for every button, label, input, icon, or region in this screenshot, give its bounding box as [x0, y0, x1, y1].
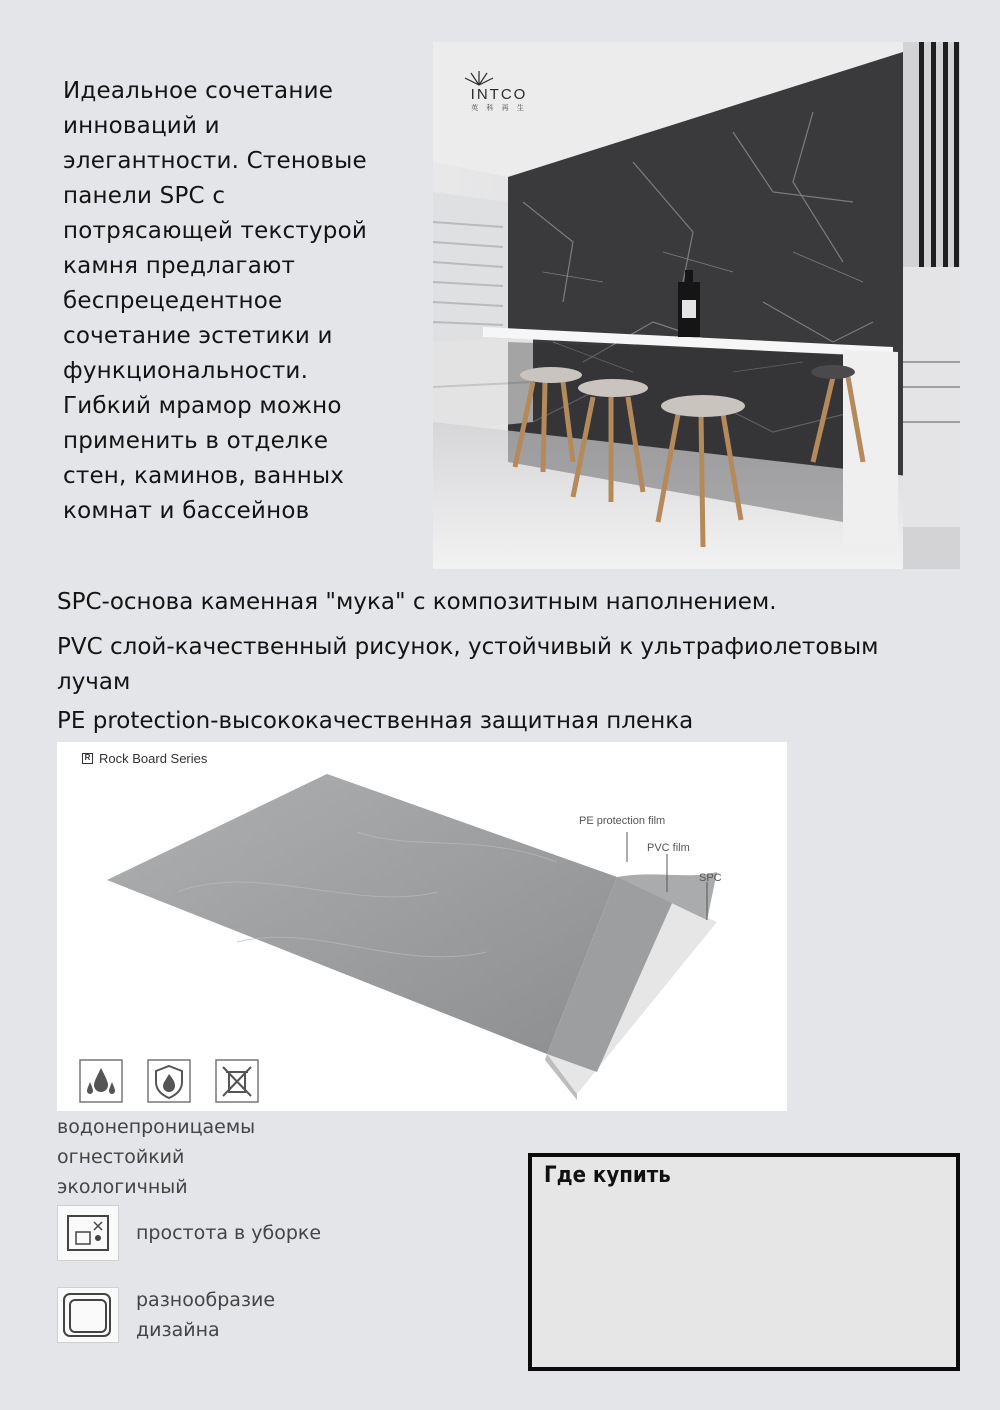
pe-film-label: PE protection film [579, 815, 666, 827]
series-name: Rock Board Series [99, 751, 208, 766]
product-layers-diagram [57, 742, 787, 1111]
spc-layer-description: SPC-основа каменная "мука" с композитным наполнением. [57, 589, 777, 615]
intco-logo [459, 68, 539, 113]
feature-waterproof: водонепроницаемы [57, 1116, 256, 1138]
design-glyph [58, 1288, 118, 1342]
where-to-buy-box [528, 1153, 960, 1371]
eco-icon [216, 1060, 258, 1102]
design-variety-icon [57, 1287, 119, 1343]
cleaning-icon [57, 1205, 119, 1261]
pvc-layer-description: PVC слой-качественный рисунок, устойчивый к ультрафиолетовым лучам [57, 634, 879, 695]
feature-easy-clean [57, 1205, 336, 1261]
design-variety-label: разнообразие дизайна [136, 1289, 276, 1341]
spc-label: SPC [699, 872, 722, 884]
feature-eco: экологичный [57, 1176, 188, 1198]
feature-fireproof: огнестойкий [57, 1146, 185, 1168]
sunburst-icon [459, 68, 499, 86]
where-to-buy-title: Где купить [544, 1163, 671, 1188]
kitchen-illustration [433, 42, 960, 569]
rock-board-illustration [57, 742, 787, 1111]
feature-list [57, 1112, 255, 1202]
cleaning-glyph [58, 1206, 118, 1260]
series-icon: R [82, 753, 93, 764]
intro-text: Идеальное сочетание инноваций и элегантности. Стеновые панели SPC с потрясающей текстурой камня предлагают беспрецедентное сочетание эстетики и функциональности. Гибкий мрамор можно применить в отделке стен, каминов, ванных комнат и бассейнов [63, 78, 368, 524]
intco-brand-name: INTCO [470, 86, 528, 103]
feature-design-variety [57, 1285, 336, 1345]
fire-resistant-icon [148, 1060, 190, 1102]
pvc-film-label: PVC film [647, 842, 690, 854]
waterproof-icon [80, 1060, 122, 1102]
pe-layer-description: PE protection-высококачественная защитная пленка [57, 708, 694, 734]
intco-brand-sub: 英 科 再 生 [471, 104, 527, 112]
easy-clean-label: простота в уборке [136, 1222, 322, 1244]
kitchen-interior-photo [433, 42, 960, 569]
